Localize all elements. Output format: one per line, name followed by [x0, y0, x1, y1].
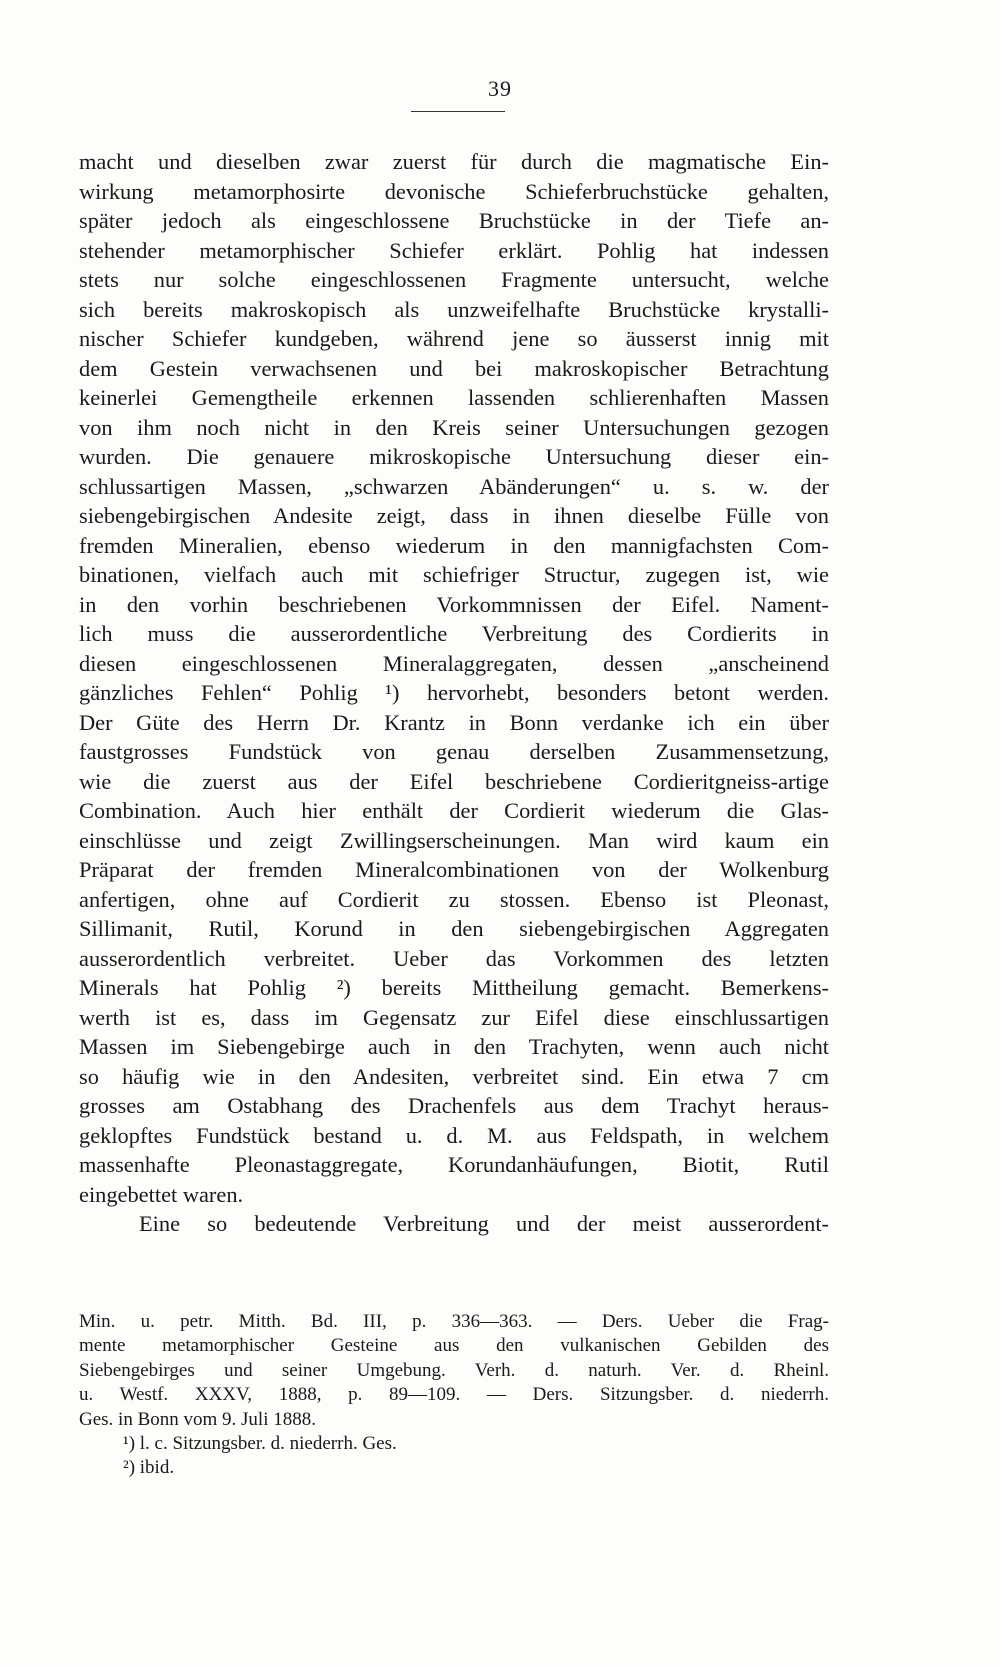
text-line: wirkung metamorphosirte devonische Schieferbruchstücke gehalten, [79, 178, 829, 204]
text-line: anfertigen, ohne auf Cordierit zu stossen. Ebenso ist Pleonast, [79, 886, 829, 912]
text-line: stehender metamorphischer Schiefer erklärt. Pohlig hat indessen [79, 237, 829, 263]
text-line: Minerals hat Pohlig ²) bereits Mittheilung gemacht. Bemerkens- [79, 975, 829, 1000]
text-line: Sillimanit, Rutil, Korund in den siebengebirgischen Aggregaten [79, 916, 829, 941]
text-line: Combination. Auch hier enthält der Cordierit wiederum die Glas- [79, 798, 829, 823]
text-line: nischer Schiefer kundgeben, während jene so äusserst innig mit [79, 326, 829, 351]
text-line: dem Gestein verwachsenen und bei makroskopischer Betrachtung [79, 355, 829, 381]
text-line: Eine so bedeutende Verbreitung und der meist ausserordent- [139, 1211, 829, 1236]
text-line: massenhafte Pleonastaggregate, Korundanhäufungen, Biotit, Rutil [79, 1152, 829, 1177]
footnotes [79, 1310, 829, 1481]
text-line: lich muss die ausserordentliche Verbreitung des Cordierits in [79, 621, 829, 646]
text-line: stets nur solche eingeschlossenen Fragmente untersucht, welche [79, 267, 829, 292]
body-text [79, 147, 829, 1239]
text-line: wurden. Die genauere mikroskopische Untersuchung dieser ein- [79, 444, 829, 469]
text-line: ausserordentlich verbreitet. Ueber das Vorkommen des letzten [79, 945, 829, 971]
footnote-line: Min. u. petr. Mitth. Bd. III, p. 336—363. — Ders. Ueber die Frag- [79, 1311, 829, 1332]
text-line: werth ist es, dass im Gegensatz zur Eifel diese einschlussartigen [79, 1004, 829, 1030]
footnote-line: Siebengebirges und seiner Umgebung. Verh. d. naturh. Ver. d. Rheinl. [79, 1359, 829, 1381]
text-line: Der Güte des Herrn Dr. Krantz in Bonn verdanke ich ein über [79, 709, 829, 735]
text-line: Präparat der fremden Mineralcombinationen von der Wolkenburg [79, 857, 829, 882]
footnote-1: ¹) l. c. Sitzungsber. d. niederrh. Ges. [123, 1432, 397, 1454]
text-line: von ihm noch nicht in den Kreis seiner Untersuchungen gezogen [79, 414, 829, 440]
text-line: schlussartigen Massen, „schwarzen Abänderungen“ u. s. w. der [79, 473, 829, 499]
text-line: in den vorhin beschriebenen Vorkommnissen der Eifel. Nament- [79, 591, 829, 617]
page-number: 39 [488, 76, 512, 101]
text-line: siebengebirgischen Andesite zeigt, dass in ihnen dieselbe Fülle von [79, 503, 829, 528]
footnote-2: ²) ibid. [123, 1457, 175, 1479]
text-line: grosses am Ostabhang des Drachenfels aus dem Trachyt heraus- [79, 1093, 829, 1118]
footnote-line: u. Westf. XXXV, 1888, p. 89—109. — Ders. Sitzungsber. d. niederrh. [79, 1384, 829, 1406]
text-line: einschlüsse und zeigt Zwillingserscheinungen. Man wird kaum ein [79, 827, 829, 853]
text-line: so häufig wie in den Andesiten, verbreitet sind. Ein etwa 7 cm [79, 1063, 829, 1089]
text-line: keinerlei Gemengtheile erkennen lassenden schlierenhaften Massen [79, 385, 829, 410]
text-line: fremden Mineralien, ebenso wiederum in den mannigfachsten Com- [79, 532, 829, 558]
text-line: gänzliches Fehlen“ Pohlig ¹) hervorhebt, besonders betont werden. [79, 680, 829, 705]
text-line: wie die zuerst aus der Eifel beschriebene Cordieritgneiss-artige [79, 768, 829, 794]
text-line: binationen, vielfach auch mit schiefriger Structur, zugegen ist, wie [79, 562, 829, 587]
text-line: eingebettet waren. [79, 1181, 244, 1207]
text-line: diesen eingeschlossenen Mineralaggregaten, dessen „anscheinend [79, 650, 829, 676]
page-number-rule [411, 111, 505, 112]
text-line: geklopftes Fundstück bestand u. d. M. aus Feldspath, in welchem [79, 1122, 829, 1148]
text-line: faustgrosses Fundstück von genau derselben Zusammensetzung, [79, 739, 829, 764]
text-line: Massen im Siebengebirge auch in den Trachyten, wenn auch nicht [79, 1034, 829, 1059]
text-line: macht und dieselben zwar zuerst für durch die magmatische Ein- [79, 149, 829, 174]
footnote-line: Ges. in Bonn vom 9. Juli 1888. [79, 1408, 316, 1430]
text-line: später jedoch als eingeschlossene Bruchstücke in der Tiefe an- [79, 208, 829, 233]
text-line: sich bereits makroskopisch als unzweifelhafte Bruchstücke krystalli- [79, 296, 829, 322]
footnote-line: mente metamorphischer Gesteine aus den vulkanischen Gebilden des [79, 1335, 829, 1357]
